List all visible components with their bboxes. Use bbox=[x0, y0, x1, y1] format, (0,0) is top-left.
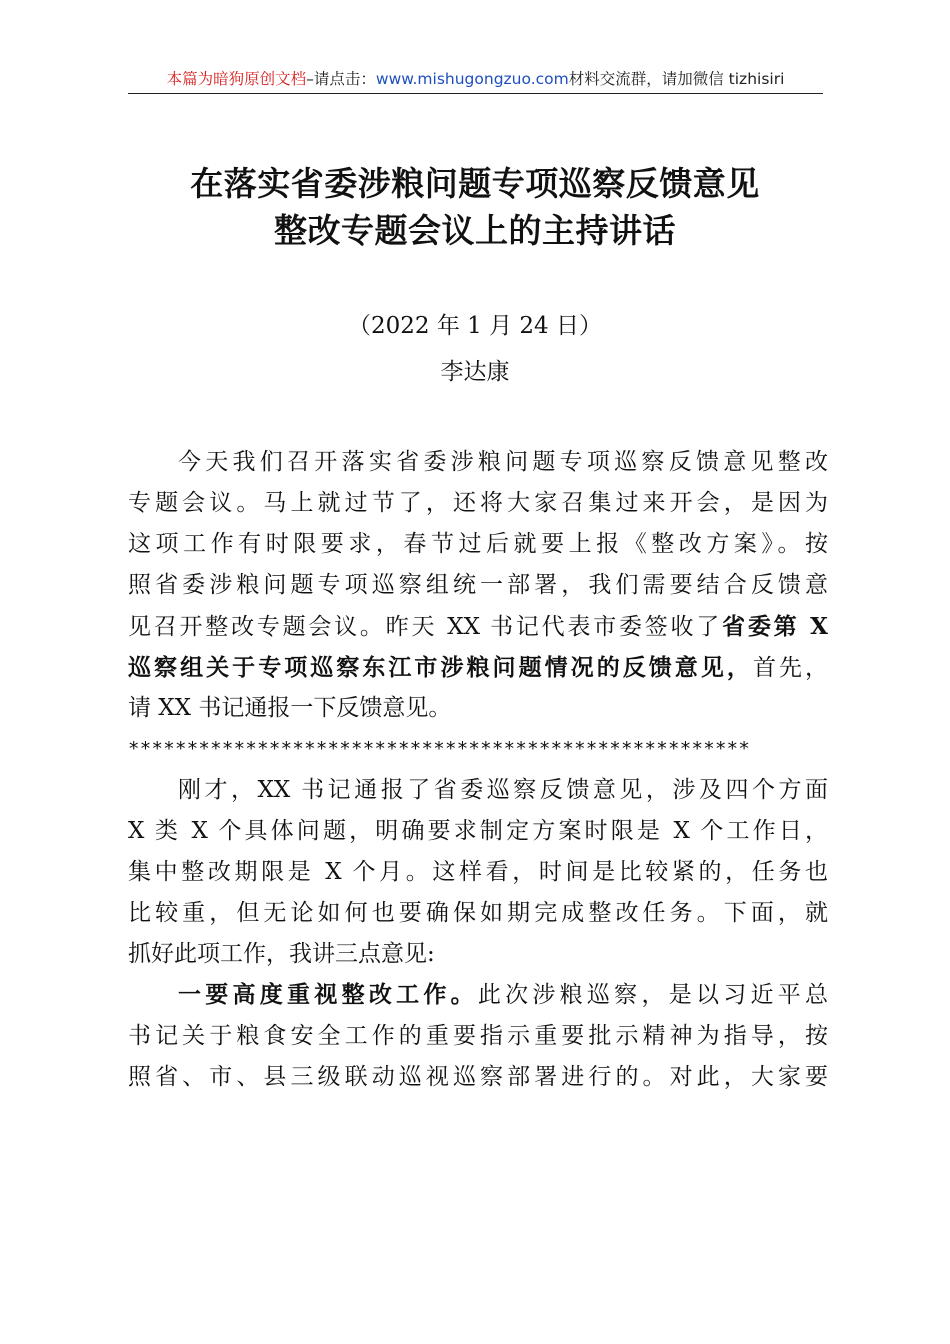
document-body bbox=[128, 442, 828, 1098]
section-separator: ***************************************************** bbox=[128, 738, 751, 760]
p1-line-2: 专题会议。马上就过节了，还将大家召集过来开会，是因为 bbox=[128, 490, 828, 516]
title-line-1: 在落实省委涉粮问题专项巡察反馈意见 bbox=[190, 164, 760, 203]
p1-line-7: 请 XX 书记通报一下反馈意见。 bbox=[128, 695, 452, 721]
p1-line-1: 今天我们召开落实省委涉粮问题专项巡察反馈意见整改 bbox=[178, 449, 828, 475]
p1-line-5 bbox=[128, 606, 828, 647]
p1-after-bold: 首先， bbox=[752, 655, 829, 681]
p1-line-6 bbox=[128, 647, 828, 688]
p1-line-4: 照省委涉粮问题专项巡察组统一部署，我们需要结合反馈意 bbox=[128, 572, 828, 598]
header-brand[interactable]: 本篇为暗狗原创文档 bbox=[166, 70, 307, 88]
document-author: 李达康 bbox=[440, 359, 510, 385]
p2-line-3: 集中整改期限是 X 个月。这样看，时间是比较紧的，任务也 bbox=[128, 859, 828, 885]
p1-line-5-text: 见召开整改专题会议。昨天 XX 书记代表市委签收了 bbox=[128, 614, 723, 640]
p3-heading: 一要高度重视整改工作。 bbox=[178, 982, 478, 1008]
p2-line-2: X 类 X 个具体问题，明确要求制定方案时限是 X 个工作日， bbox=[128, 818, 828, 844]
header-tail: 材料交流群，请加微信 tizhisiri bbox=[568, 70, 785, 88]
p1-bold-b: 巡察组关于专项巡察东江市涉粮问题情况的反馈意见， bbox=[128, 654, 753, 681]
document-date: （2022 年 1 月 24 日） bbox=[348, 313, 602, 339]
header-url-link[interactable]: www.mishugongzuo.com bbox=[375, 70, 569, 88]
header-separator: –请点击： bbox=[306, 70, 376, 88]
header-divider bbox=[128, 93, 823, 94]
p2-line-4: 比较重，但无论如何也要确保如期完成整改任务。下面，就 bbox=[128, 900, 828, 926]
p3-line-1 bbox=[128, 975, 828, 1016]
p1-bold-a: 省委第 X bbox=[722, 613, 828, 640]
p2-line-5: 抓好此项工作，我讲三点意见: bbox=[128, 941, 435, 967]
p3-first-rest: 此次涉粮巡察，是以习近平总 bbox=[477, 982, 829, 1008]
p2-line-1: 刚才，XX 书记通报了省委巡察反馈意见，涉及四个方面 bbox=[178, 777, 828, 803]
title-line-2: 整改专题会议上的主持讲话 bbox=[274, 211, 676, 250]
p1-line-3: 这项工作有时限要求，春节过后就要上报《整改方案》。按 bbox=[128, 531, 828, 557]
document-title bbox=[0, 160, 950, 254]
header-banner bbox=[128, 68, 823, 90]
p3-line-3: 照省、市、县三级联动巡视巡察部署进行的。对此，大家要 bbox=[128, 1064, 828, 1090]
p3-line-2: 书记关于粮食安全工作的重要指示重要批示精神为指导，按 bbox=[128, 1023, 828, 1049]
